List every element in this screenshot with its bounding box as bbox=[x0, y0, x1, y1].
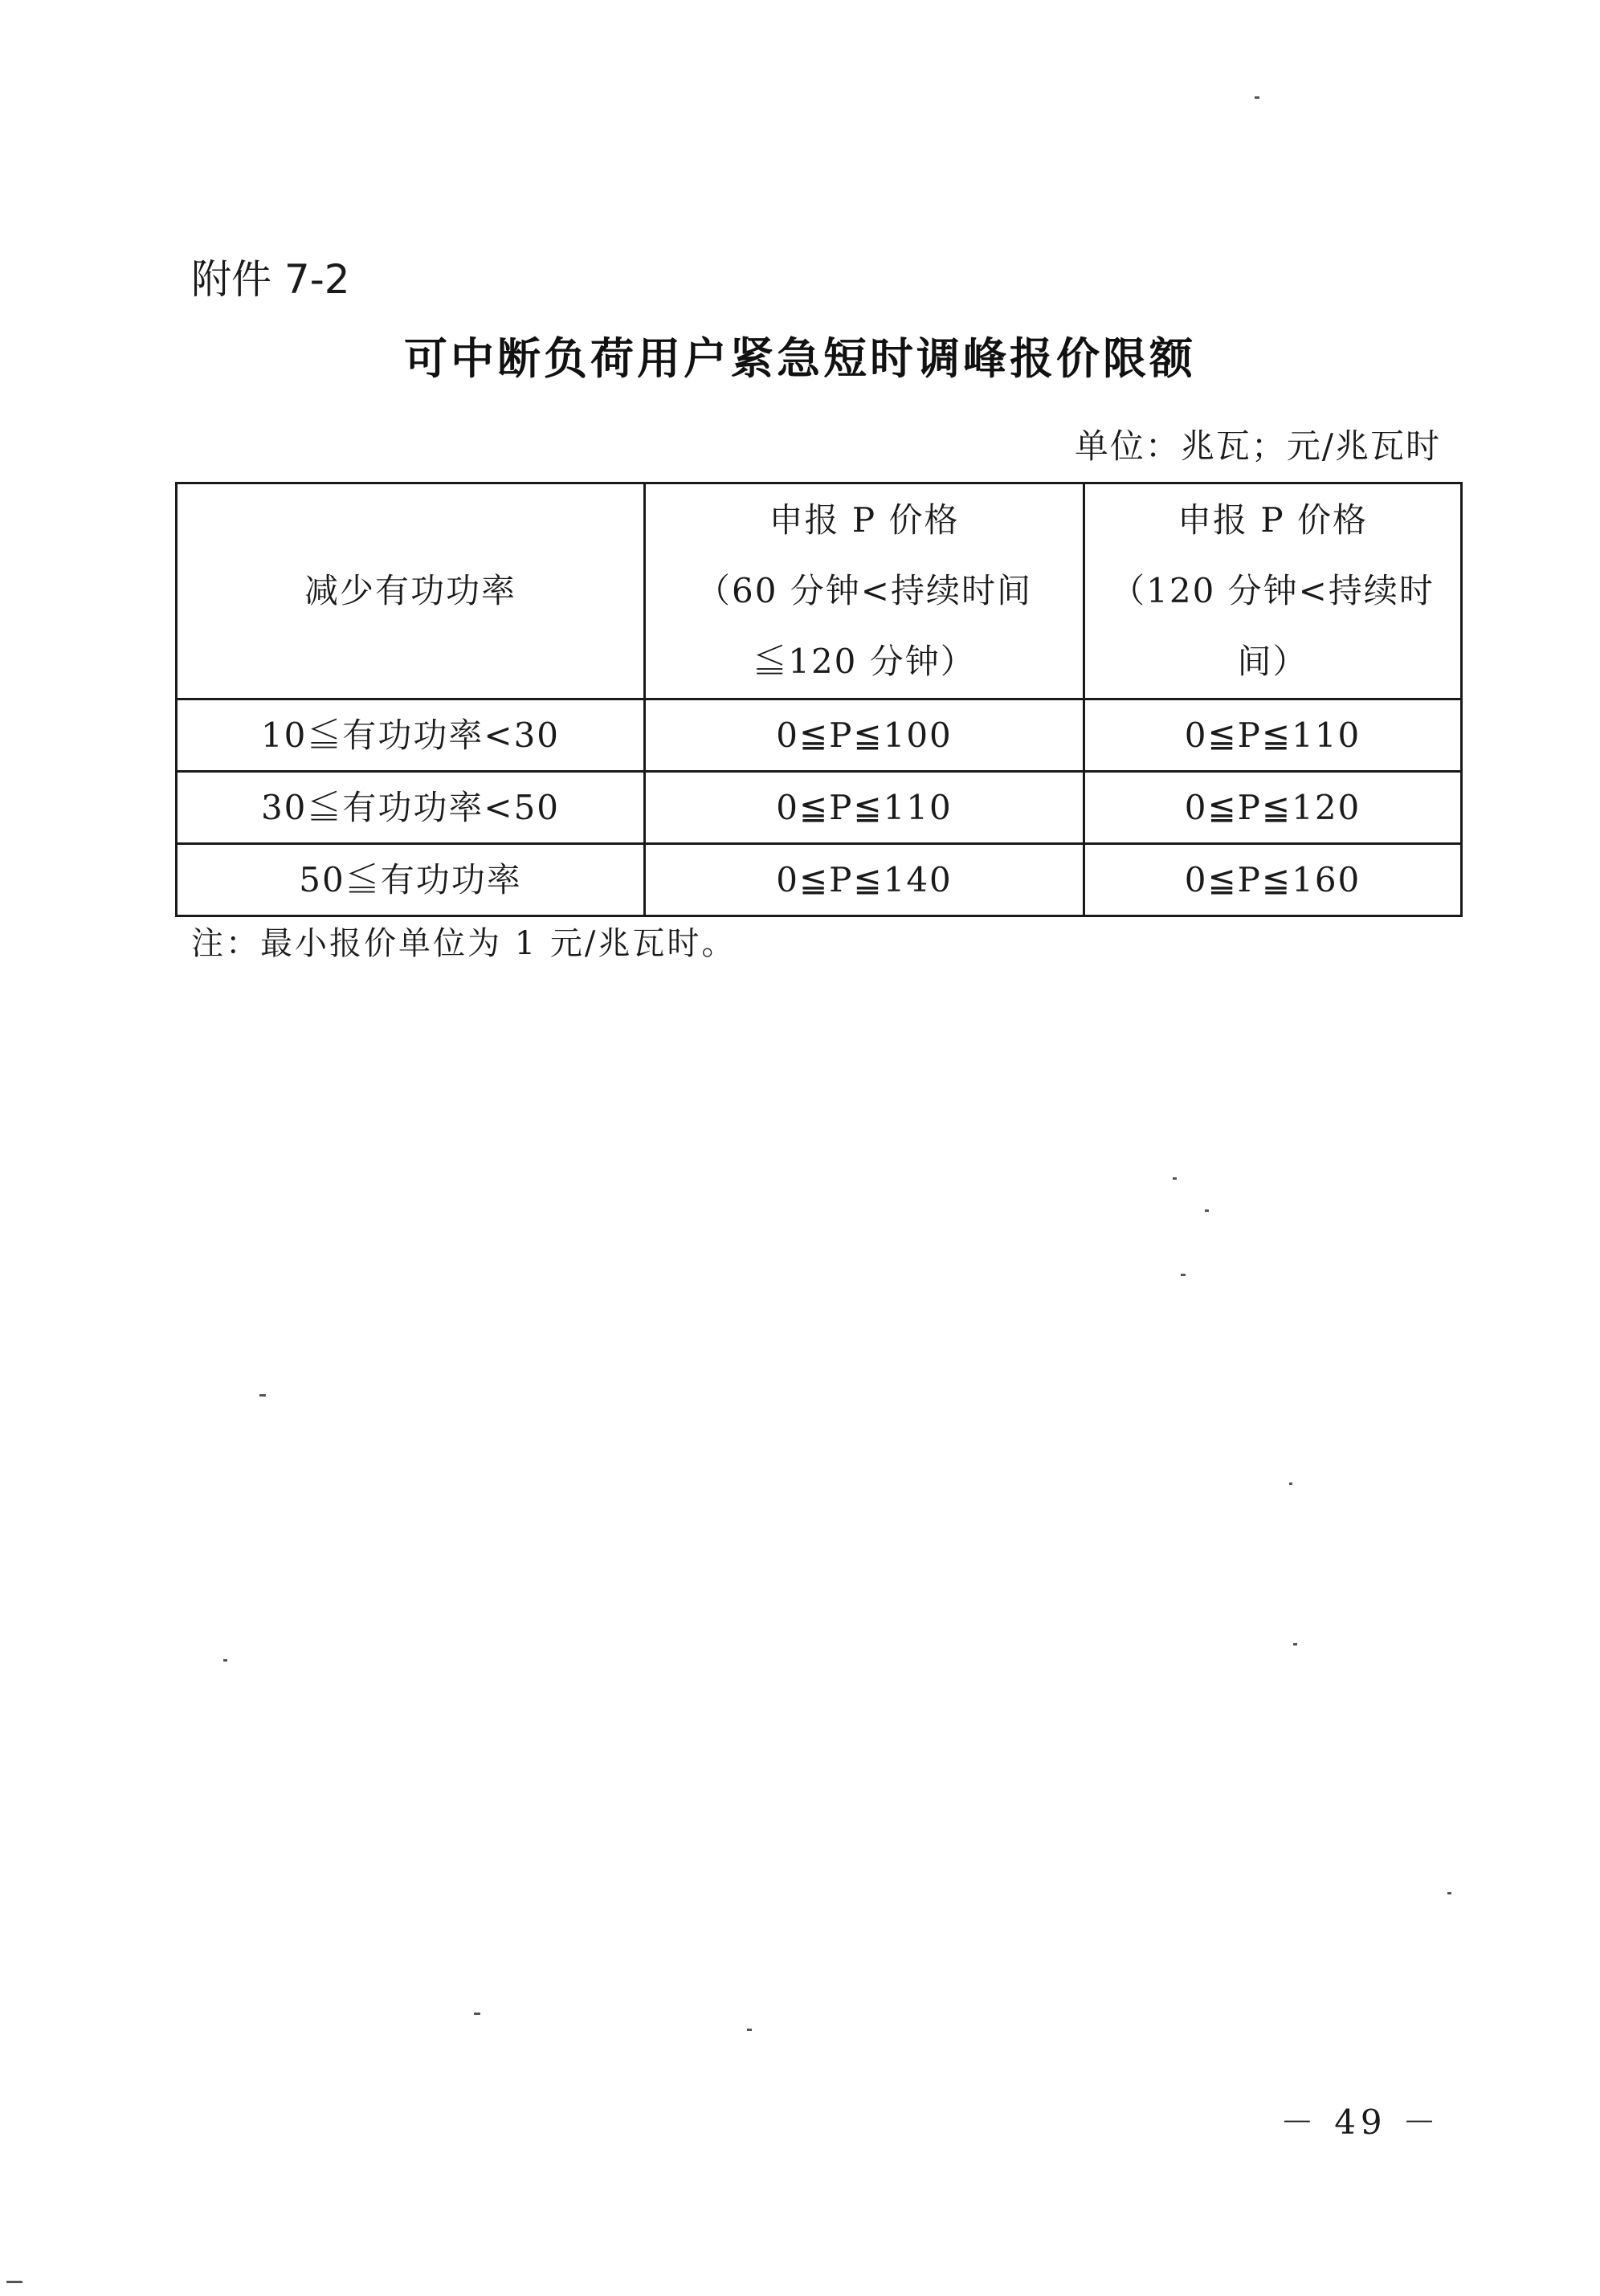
scan-speck bbox=[1205, 1209, 1209, 1212]
scan-speck bbox=[259, 1394, 266, 1397]
scan-speck bbox=[223, 1659, 227, 1662]
page-number: － 49 － bbox=[1280, 2102, 1441, 2142]
header-col3-line1: 申报 P 价格 bbox=[1178, 500, 1368, 540]
scan-speck bbox=[1293, 1643, 1297, 1646]
document-title: 可中断负荷用户紧急短时调峰报价限额 bbox=[404, 333, 1196, 384]
scan-speck bbox=[747, 2029, 752, 2031]
header-col1-text: 减少有功功率 bbox=[304, 571, 516, 610]
header-col2-line3: ≦120 分钟） bbox=[753, 642, 976, 681]
scan-speck bbox=[1173, 1177, 1177, 1180]
scan-speck bbox=[1181, 1274, 1186, 1276]
unit-note: 单位：兆瓦；元/兆瓦时 bbox=[1074, 426, 1441, 466]
table-cell-price-60-120: 0≦P≦140 bbox=[645, 844, 1084, 916]
price-limit-table bbox=[175, 482, 1463, 917]
table-cell-price-over-120: 0≦P≦120 bbox=[1084, 772, 1462, 844]
scan-speck bbox=[1447, 1892, 1451, 1894]
footnote: 注：最小报价单位为 1 元/兆瓦时。 bbox=[191, 925, 737, 962]
scan-speck bbox=[474, 2013, 480, 2015]
header-col2-line1: 申报 P 价格 bbox=[769, 500, 960, 540]
table-cell-price-60-120: 0≦P≦110 bbox=[645, 772, 1084, 844]
table-header-row bbox=[177, 483, 1462, 699]
header-price-60-120 bbox=[645, 483, 1084, 699]
table-cell-price-over-120: 0≦P≦110 bbox=[1084, 699, 1462, 772]
header-col2-line2: （60 分钟<持续时间 bbox=[696, 571, 1032, 610]
table-row bbox=[177, 772, 1462, 844]
scan-speck bbox=[1289, 1482, 1292, 1485]
table-cell-price-over-120: 0≦P≦160 bbox=[1084, 844, 1462, 916]
header-col3-line3: 间） bbox=[1237, 642, 1308, 681]
scan-speck bbox=[6, 2281, 22, 2283]
table-row bbox=[177, 844, 1462, 916]
table-cell-price-60-120: 0≦P≦100 bbox=[645, 699, 1084, 772]
table-row bbox=[177, 699, 1462, 772]
header-col3-line2: （120 分钟<持续时 bbox=[1111, 571, 1435, 610]
header-reduced-active-power bbox=[177, 483, 645, 699]
table-cell-power-range: 30≦有功功率<50 bbox=[177, 772, 645, 844]
table-cell-power-range: 10≦有功功率<30 bbox=[177, 699, 645, 772]
scan-speck bbox=[1255, 96, 1259, 99]
attachment-label: 附件 7-2 bbox=[191, 256, 350, 303]
table-cell-power-range: 50≦有功功率 bbox=[177, 844, 645, 916]
header-price-over-120 bbox=[1084, 483, 1462, 699]
